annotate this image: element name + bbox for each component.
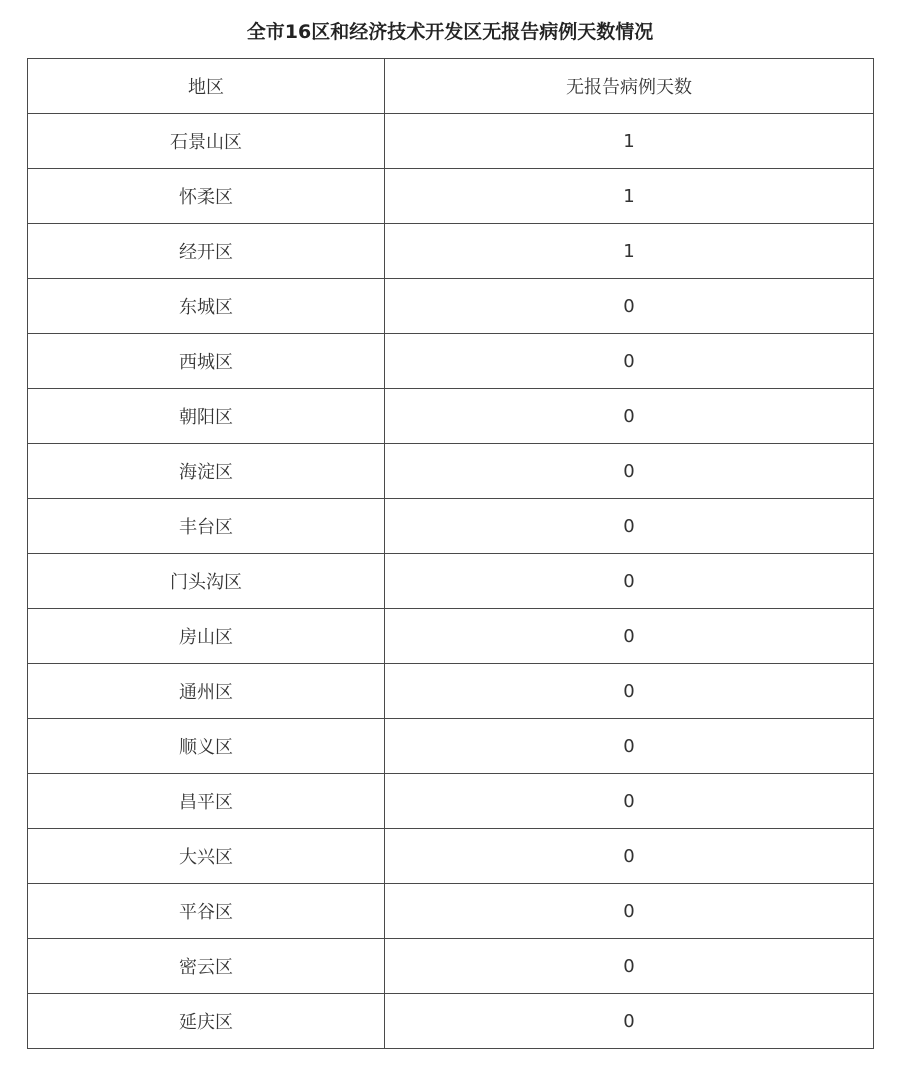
- district-cell: 丰台区: [28, 499, 385, 554]
- district-cell: 昌平区: [28, 774, 385, 829]
- table-row: [28, 279, 874, 334]
- table-row: [28, 554, 874, 609]
- district-cell: 海淀区: [28, 444, 385, 499]
- days-cell: 1: [385, 169, 874, 224]
- district-cell: 朝阳区: [28, 389, 385, 444]
- days-cell: 0: [385, 664, 874, 719]
- table-row: [28, 719, 874, 774]
- table-row: [28, 334, 874, 389]
- days-cell: 0: [385, 334, 874, 389]
- district-cell: 大兴区: [28, 829, 385, 884]
- days-cell: 0: [385, 884, 874, 939]
- table-row: [28, 664, 874, 719]
- days-cell: 0: [385, 719, 874, 774]
- table-row: [28, 829, 874, 884]
- days-cell: 0: [385, 499, 874, 554]
- header-district: 地区: [28, 59, 385, 114]
- district-cell: 经开区: [28, 224, 385, 279]
- days-cell: 0: [385, 829, 874, 884]
- table-row: [28, 224, 874, 279]
- district-cell: 平谷区: [28, 884, 385, 939]
- district-cell: 石景山区: [28, 114, 385, 169]
- no-case-days-table: [27, 58, 874, 1049]
- days-cell: 0: [385, 609, 874, 664]
- table-row: [28, 884, 874, 939]
- district-cell: 西城区: [28, 334, 385, 389]
- days-cell: 0: [385, 994, 874, 1049]
- days-cell: 0: [385, 774, 874, 829]
- days-cell: 0: [385, 939, 874, 994]
- table-body: [28, 114, 874, 1049]
- header-row: [28, 59, 874, 114]
- days-cell: 0: [385, 444, 874, 499]
- district-cell: 门头沟区: [28, 554, 385, 609]
- district-cell: 通州区: [28, 664, 385, 719]
- table-row: [28, 389, 874, 444]
- days-cell: 0: [385, 279, 874, 334]
- table-row: [28, 169, 874, 224]
- days-cell: 1: [385, 114, 874, 169]
- table-row: [28, 114, 874, 169]
- table-row: [28, 939, 874, 994]
- district-cell: 怀柔区: [28, 169, 385, 224]
- table-row: [28, 609, 874, 664]
- district-cell: 顺义区: [28, 719, 385, 774]
- header-days: 无报告病例天数: [385, 59, 874, 114]
- table-row: [28, 774, 874, 829]
- district-cell: 延庆区: [28, 994, 385, 1049]
- table-row: [28, 499, 874, 554]
- table-row: [28, 444, 874, 499]
- days-cell: 0: [385, 389, 874, 444]
- table-row: [28, 994, 874, 1049]
- table-title: 全市16区和经济技术开发区无报告病例天数情况: [246, 21, 654, 43]
- district-cell: 东城区: [28, 279, 385, 334]
- district-cell: 房山区: [28, 609, 385, 664]
- days-cell: 0: [385, 554, 874, 609]
- district-cell: 密云区: [28, 939, 385, 994]
- days-cell: 1: [385, 224, 874, 279]
